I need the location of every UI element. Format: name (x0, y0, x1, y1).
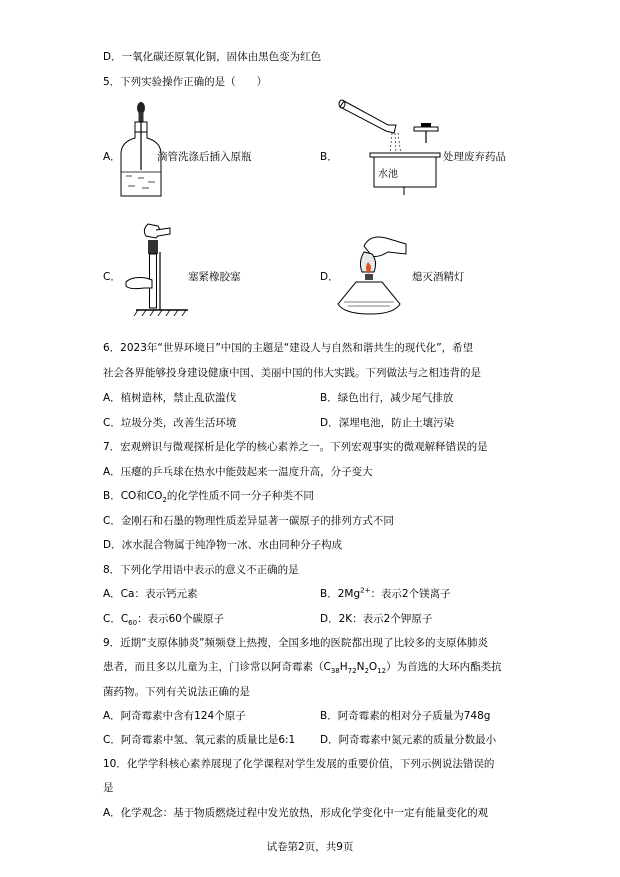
q8-option-b-pre: B．2Mg (320, 588, 361, 600)
q7-option-b-sub: 2 (162, 496, 167, 505)
q8-option-c-sub: 60 (128, 619, 138, 628)
q7-option-b-post: 的化学性质不同一分子种类不同 (166, 490, 314, 502)
q5-option-d-letter: D． (320, 271, 339, 283)
q6-stem-line2: 社会各界能够投身建设健康中国、美丽中国的伟大实践。下列做法与之相违背的是 (103, 367, 481, 379)
q6-option-a: A．植树造林，禁止乱砍滥伐 (103, 392, 237, 404)
q8-option-a: A．Ca：表示钙元素 (103, 588, 198, 600)
q10-option-a: A．化学观念：基于物质燃烧过程中发光放热，形成化学变化中一定有能量变化的观 (103, 807, 489, 819)
q8-option-c-pre: C．C (103, 613, 129, 625)
formula-n-count: 2 (364, 667, 369, 676)
q5-option-a-caption: 滴管洗涤后插入原瓶 (157, 151, 252, 163)
q8-option-b-sup: 2+ (360, 586, 371, 595)
formula-o: O (368, 661, 378, 673)
q6-option-b: B．绿色出行，减少尾气排放 (320, 392, 454, 404)
q8-option-b (320, 587, 451, 601)
q9-option-b: B．阿奇霉素的相对分子质量为748g (320, 710, 491, 722)
q8-option-c-post: ：表示60个碳原子 (137, 613, 224, 625)
q9-option-d: D．阿奇霉素中氮元素的质量分数最小 (320, 734, 497, 746)
q8-option-c (103, 612, 224, 626)
q9-stem-line2-pre: 患者，而且多以儿童为主，门诊常以阿奇霉素（C (103, 661, 331, 673)
q5-option-c-letter: C． (103, 271, 121, 283)
q8-option-b-post: ：表示2个镁离子 (370, 588, 451, 600)
q6-option-d: D．深埋电池，防止土壤污染 (320, 417, 455, 429)
q7-option-c: C．金刚石和石墨的物理性质差异显著一碳原子的排列方式不同 (103, 515, 394, 527)
q5-option-c-caption: 塞紧橡胶塞 (188, 271, 241, 283)
formula-o-count: 12 (377, 667, 387, 676)
alcohol-lamp-figure (334, 232, 410, 318)
q5-option-a-letter: A． (103, 151, 121, 163)
q7-stem: 7．宏观辨识与微观探析是化学的核心素养之一。下列宏观事实的微观解释错误的是 (103, 441, 488, 453)
formula-n: N (356, 661, 365, 673)
q5-option-d-caption: 熄灭酒精灯 (412, 271, 465, 283)
q7-option-a: A．压瘪的乒乓球在热水中能鼓起来一温度升高，分子变大 (103, 466, 373, 478)
q4-option-d: D．一氧化碳还原氧化铜，固体由黑色变为红色 (103, 51, 322, 63)
q10-stem-line1: 10．化学学科核心素养展现了化学课程对学生发展的重要价值，下列示例说法错误的 (103, 758, 495, 770)
q9-stem-line3: 菌药物。下列有关说法正确的是 (103, 686, 250, 698)
q8-option-d: D．2K：表示2个钾原子 (320, 613, 433, 625)
formula-h-count: 72 (347, 667, 357, 676)
q7-option-b (103, 489, 314, 503)
formula-h: H (339, 661, 348, 673)
q5-option-b-caption: 处理废弃药品 (443, 151, 506, 163)
sink-label: 水池 (378, 169, 398, 180)
q5-stem: 5．下列实验操作正确的是（ ） (103, 76, 268, 88)
q9-stem-line1: 9．近期“支原体肺炎”频频登上热搜，全国多地的医院都出现了比较多的支原体肺炎 (103, 637, 489, 649)
rubber-stopper-figure (122, 222, 192, 322)
page-footer: 试卷第2页，共9页 (266, 841, 354, 853)
q10-stem-line2: 是 (103, 782, 114, 794)
q9-stem-line2-post: ）为首选的大环内酯类抗 (386, 661, 502, 673)
q7-option-d: D．冰水混合物属于纯净物一冰、水由同种分子构成 (103, 539, 343, 551)
q6-option-c: C．垃圾分类，改善生活环境 (103, 417, 237, 429)
formula-c-count: 38 (330, 667, 340, 676)
waste-disposal-figure (338, 95, 446, 195)
q5-option-b-letter: B． (320, 151, 338, 163)
q9-option-c: C．阿奇霉素中氢、氧元素的质量比是6:1 (103, 734, 296, 746)
q6-stem-line1: 6．2023年“世界环境日”中国的主题是“建设人与自然和谐共生的现代化”，希望 (103, 342, 474, 354)
q7-option-b-pre: B．CO和CO (103, 490, 163, 502)
q9-stem-line2 (103, 660, 502, 674)
dropper-bottle-figure (118, 98, 164, 200)
q8-stem: 8．下列化学用语中表示的意义不正确的是 (103, 564, 299, 576)
q9-option-a: A．阿奇霉素中含有124个原子 (103, 710, 246, 722)
